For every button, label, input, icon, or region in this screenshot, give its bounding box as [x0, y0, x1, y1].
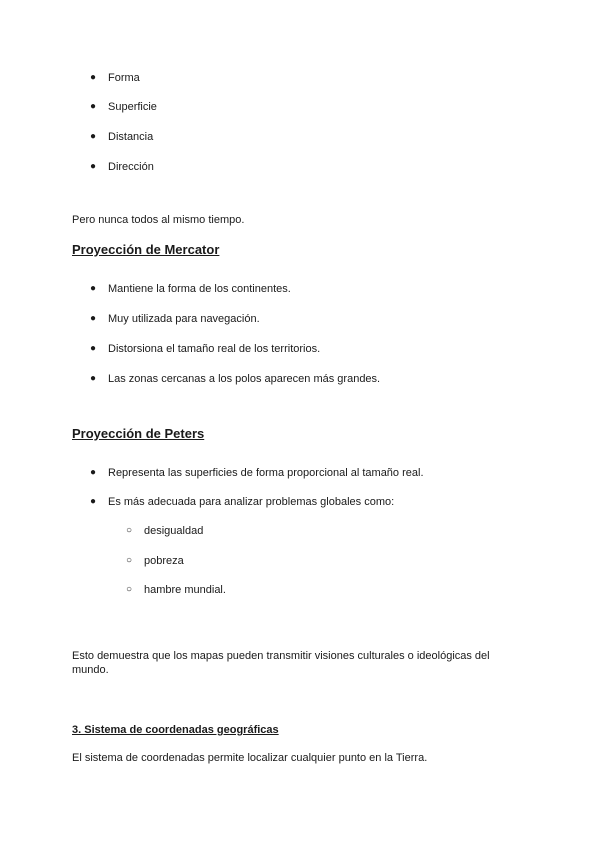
bullet-dot: ●: [90, 283, 97, 294]
section-heading-coordinates: 3. Sistema de coordenadas geográficas: [72, 724, 279, 736]
list-item: Es más adecuada para analizar problemas globales como:: [108, 496, 395, 508]
sub-bullet-circle: ○: [126, 584, 133, 595]
bullet-dot: ●: [90, 161, 97, 172]
sub-list-item: desigualdad: [144, 525, 204, 537]
bullet-dot: ●: [90, 373, 97, 384]
bullet-dot: ●: [90, 496, 97, 507]
paragraph: Pero nunca todos al mismo tiempo.: [72, 214, 245, 226]
list-item: Dirección: [108, 161, 154, 173]
list-item: Distorsiona el tamaño real de los territorios.: [108, 343, 321, 355]
bullet-dot: ●: [90, 101, 97, 112]
bullet-dot: ●: [90, 72, 97, 83]
list-item: Superficie: [108, 101, 157, 113]
sub-list-item: hambre mundial.: [144, 584, 226, 596]
bullet-dot: ●: [90, 343, 97, 354]
list-item: Muy utilizada para navegación.: [108, 313, 260, 325]
paragraph: El sistema de coordenadas permite localizar cualquier punto en la Tierra.: [72, 752, 428, 764]
paragraph: Esto demuestra que los mapas pueden transmitir visiones culturales o ideológicas del mundo.: [72, 650, 490, 676]
bullet-dot: ●: [90, 131, 97, 142]
list-item: Forma: [108, 72, 140, 84]
list-item: Las zonas cercanas a los polos aparecen más grandes.: [108, 373, 381, 385]
sub-bullet-circle: ○: [126, 525, 133, 536]
list-item: Representa las superficies de forma proporcional al tamaño real.: [108, 467, 424, 479]
list-item: Distancia: [108, 131, 154, 143]
sub-list-item: pobreza: [144, 555, 184, 567]
section-heading-mercator: Proyección de Mercator: [72, 242, 220, 257]
sub-bullet-circle: ○: [126, 555, 133, 566]
section-heading-peters: Proyección de Peters: [72, 426, 205, 441]
bullet-dot: ●: [90, 467, 97, 478]
list-item: Mantiene la forma de los continentes.: [108, 283, 291, 295]
bullet-dot: ●: [90, 313, 97, 324]
